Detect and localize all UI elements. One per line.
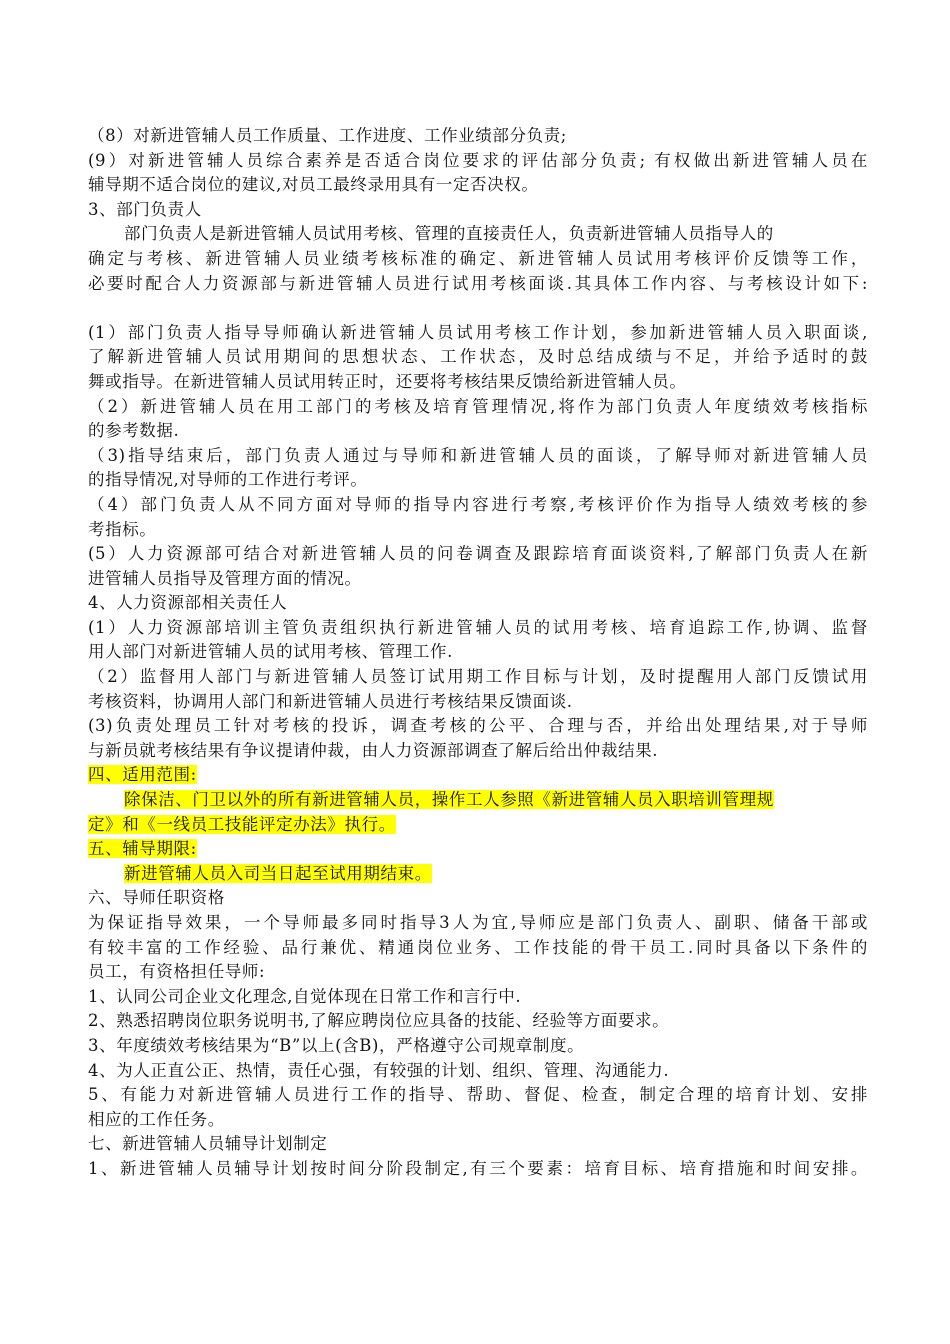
text-line: (1）人力资源部培训主管负责组织执行新进管辅人员的试用考核、培育追踪工作,协调、监督 — [88, 617, 868, 637]
text-line: 舞或指导。在新进管辅人员试用转正时，还要将考核结果反馈给新进管辅人员。 — [88, 371, 687, 391]
text-line: 辅导期不适合岗位的建议,对员工最终录用具有一定否决权。 — [88, 175, 539, 195]
text-line: 确定与考核、新进管辅人员业绩考核标准的确定、新进管辅人员试用考核评价反馈等工作， — [88, 248, 868, 268]
text-line — [88, 837, 868, 862]
highlighted-text: 除保洁、门卫以外的所有新进管辅人员，操作工人参照《新进管辅人员入职培训管理规 — [124, 790, 774, 810]
blank-line — [88, 296, 868, 321]
text-line: 1、认同公司企业文化理念,自觉体现在日常工作和言行中. — [88, 986, 522, 1006]
text-line: (5）人力资源部可结合对新进管辅人员的问卷调查及跟踪培育面谈资料,了解部门负责人在新 — [88, 544, 868, 564]
text-line: 5、有能力对新进管辅人员进行工作的指导、帮助、督促、检查，制定合理的培育计划、安排 — [88, 1085, 868, 1105]
text-line: 部门负责人是新进管辅人员试用考核、管理的直接责任人，负责新进管辅人员指导人的 — [124, 224, 774, 244]
text-line: 有较丰富的工作经验、品行兼优、精通岗位业务、工作技能的骨干员工.同时具备以下条件的 — [88, 937, 868, 957]
text-line — [88, 763, 868, 788]
text-line: 3、年度绩效考核结果为“B”以上(含B)，严格遵守公司规章制度。 — [88, 1035, 585, 1055]
text-line — [88, 788, 868, 813]
text-line: 1、新进管辅人员辅导计划按时间分阶段制定,有三个要素：培育目标、培育措施和时间安排。 — [88, 1158, 868, 1178]
text-line: 七、新进管辅人员辅导计划制定 — [88, 1134, 328, 1154]
text-line: 进管辅人员指导及管理方面的情况。 — [88, 568, 362, 588]
text-line: (1）部门负责人指导导师确认新进管辅人员试用考核工作计划，参加新进管辅人员入职面谈, — [88, 322, 868, 342]
text-line: 的指导情况,对导师的工作进行考评。 — [88, 470, 368, 490]
text-line: 了解新进管辅人员试用期间的思想状态、工作状态，及时总结成绩与不足，并给予适时的鼓 — [88, 347, 868, 367]
text-line: 4、人力资源部相关责任人 — [88, 593, 288, 613]
text-line: 六、导师任职资格 — [88, 888, 225, 908]
text-line: （2）监督用人部门与新进管辅人员签订试用期工作目标与计划，及时提醒用人部门反馈试用 — [88, 667, 868, 687]
highlighted-text: 四、适用范围: — [88, 765, 197, 785]
highlighted-text: 定》和《一线员工技能评定办法》执行。 — [88, 814, 396, 834]
text-line: （2）新进管辅人员在用工部门的考核及培育管理情况,将作为部门负责人年度绩效考核指标 — [88, 396, 868, 416]
text-line: 用人部门对新进管辅人员的试用考核、管理工作. — [88, 642, 453, 662]
text-line: 2、熟悉招聘岗位职务说明书,了解应聘岗位应具备的技能、经验等方面要求。 — [88, 1011, 670, 1031]
text-line: 考核资料，协调用人部门和新进管辅人员进行考核结果反馈面谈. — [88, 691, 573, 711]
text-line: 员工，有资格担任导师: — [88, 962, 266, 982]
text-line: 3、部门负责人 — [88, 199, 202, 219]
text-line: 的参考数据. — [88, 421, 180, 441]
document-page — [88, 124, 868, 1182]
text-line: （4）部门负责人从不同方面对导师的指导内容进行考察,考核评价作为指导人绩效考核的参 — [88, 494, 868, 514]
text-line: 4、为人正直公正、热情，责任心强，有较强的计划、组织、管理、沟通能力. — [88, 1060, 670, 1080]
text-line: 必要时配合人力资源部与新进管辅人员进行试用考核面谈.其具体工作内容、与考核设计如下: — [88, 273, 868, 293]
text-line — [88, 862, 868, 887]
text-line: (3)负责处理员工针对考核的投诉，调查考核的公平、合理与否，并给出处理结果,对于导师 — [88, 716, 868, 736]
highlighted-text: 五、辅导期限: — [88, 839, 197, 859]
text-line: 考指标。 — [88, 519, 157, 539]
text-line: （8）对新进管辅人员工作质量、工作进度、工作业绩部分负责; — [88, 126, 567, 145]
text-line: 为保证指导效果，一个导师最多同时指导3人为宜,导师应是部门负责人、副职、储备干部或 — [88, 913, 868, 932]
text-line: 与新员就考核结果有争议提请仲裁，由人力资源部调查了解后给出仲裁结果. — [88, 740, 659, 760]
highlighted-text: 新进管辅人员入司当日起至试用期结束。 — [124, 863, 432, 883]
text-line: (9）对新进管辅人员综合素养是否适合岗位要求的评估部分负责; 有权做出新进管辅人员在 — [88, 150, 868, 170]
text-line: 相应的工作任务。 — [88, 1109, 225, 1129]
text-line — [88, 813, 868, 838]
text-line: （3)指导结束后，部门负责人通过与导师和新进管辅人员的面谈，了解导师对新进管辅人员 — [88, 445, 868, 465]
